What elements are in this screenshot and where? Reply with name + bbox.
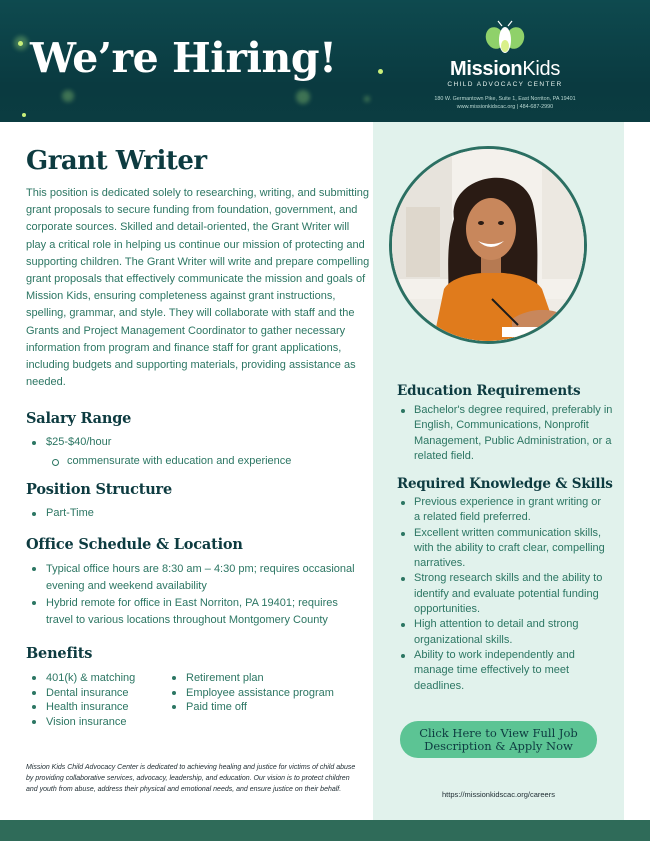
logo-wordmark: MissionKids	[449, 58, 561, 80]
logo-address: 180 W. Germantown Pike, Suite 1, East Norriton, PA 19401 www.missionkidscac.org | 484-687-2990	[434, 96, 576, 110]
education-item: Bachelor's degree required, preferably in English, Communications, Nonprofit Management, Public Administration, or a related field.	[397, 403, 615, 464]
skill-item: Strong research skills and the ability to identify and evaluate potential funding opportunities.	[397, 571, 609, 617]
schedule-item: Typical office hours are 8:30 am – 4:30 pm; requires occasional evening and weekend availability	[26, 561, 356, 595]
job-title: Grant Writer	[26, 146, 207, 176]
mission-kids-logo[interactable]	[420, 20, 590, 111]
benefit-item: Retirement plan	[166, 671, 366, 686]
skills-heading: Required Knowledge & Skills	[397, 476, 613, 492]
position-type: Part-Time	[26, 506, 366, 522]
hiring-headline: We’re Hiring!	[30, 34, 337, 82]
job-description: This position is dedicated solely to researching, writing, and submitting grant proposals to secure funding from foundation, government, and corporate sources. Skilled and detail-oriented, the Grant Writer will play a critical role in helping us continue our mission of protecting and supporting children. The Grant Writer will write and prepare compelling grant proposals that effectively communicate the mission and goals of Mission Kids, ensuring completeness against grant instructions, spelling, grammar, and style. They will collaborate with staff and the Grants and Project Management Coordinator to gather necessary information from program and finance staff for grant applications, including budgets and supporting materials, providing assistance as needed.	[26, 187, 370, 389]
benefits-heading: Benefits	[26, 645, 93, 662]
benefit-item: 401(k) & matching	[26, 671, 176, 686]
skills-list	[397, 495, 609, 694]
careers-link[interactable]: https://missionkidscac.org/careers	[442, 790, 555, 799]
apply-button-line1: Click Here to View Full Job	[419, 725, 578, 740]
skill-item: Excellent written communication skills, with the ability to craft clear, compelling narratives.	[397, 526, 609, 572]
firefly-glow	[296, 90, 310, 104]
position-structure-heading: Position Structure	[26, 481, 173, 498]
skill-item: High attention to detail and strong organizational skills.	[397, 617, 609, 648]
salary-note: commensurate with education and experience	[26, 454, 366, 470]
salary-heading: Salary Range	[26, 410, 132, 427]
skill-item: Previous experience in grant writing or a related field preferred.	[397, 495, 609, 526]
benefits-list-right	[166, 671, 366, 715]
firefly-glow	[62, 90, 74, 102]
salary-list	[26, 435, 366, 469]
education-heading: Education Requirements	[397, 383, 581, 399]
salary-range: $25-$40/hour	[26, 435, 366, 451]
education-list	[397, 403, 615, 464]
candidate-photo	[389, 146, 587, 344]
footer-bar	[0, 820, 650, 841]
position-structure-list	[26, 506, 366, 522]
hiring-banner	[0, 0, 650, 122]
schedule-heading: Office Schedule & Location	[26, 536, 243, 553]
firefly-glow	[378, 69, 383, 74]
firefly-glow	[18, 41, 23, 46]
schedule-item: Hybrid remote for office in East Norriton, PA 19401; requires travel to various locations throughout Montgomery County	[26, 595, 356, 629]
apply-button-line2: Description & Apply Now	[424, 738, 573, 753]
firefly-logo-icon	[485, 20, 525, 56]
benefit-item: Vision insurance	[26, 715, 176, 730]
firefly-glow	[22, 113, 26, 117]
apply-now-button[interactable]	[400, 721, 597, 758]
benefit-item: Health insurance	[26, 700, 176, 715]
benefit-item: Paid time off	[166, 700, 366, 715]
firefly-glow	[364, 96, 370, 102]
benefit-item: Dental insurance	[26, 686, 176, 701]
mission-statement: Mission Kids Child Advocacy Center is dedicated to achieving healing and justice for victims of child abuse by providing collaborative services, advocacy, leadership, and education. Our vision is to protect children and youth from abuse, address their physical and emotional needs, and ensure justice on their behalf.	[26, 764, 356, 794]
skill-item: Ability to work independently and manage time effectively to meet deadlines.	[397, 648, 609, 694]
benefit-item: Employee assistance program	[166, 686, 366, 701]
schedule-list	[26, 561, 356, 629]
benefits-list-left	[26, 671, 176, 729]
logo-subtitle: CHILD ADVOCACY CENTER	[447, 81, 563, 88]
smiling-woman-illustration	[392, 149, 587, 344]
